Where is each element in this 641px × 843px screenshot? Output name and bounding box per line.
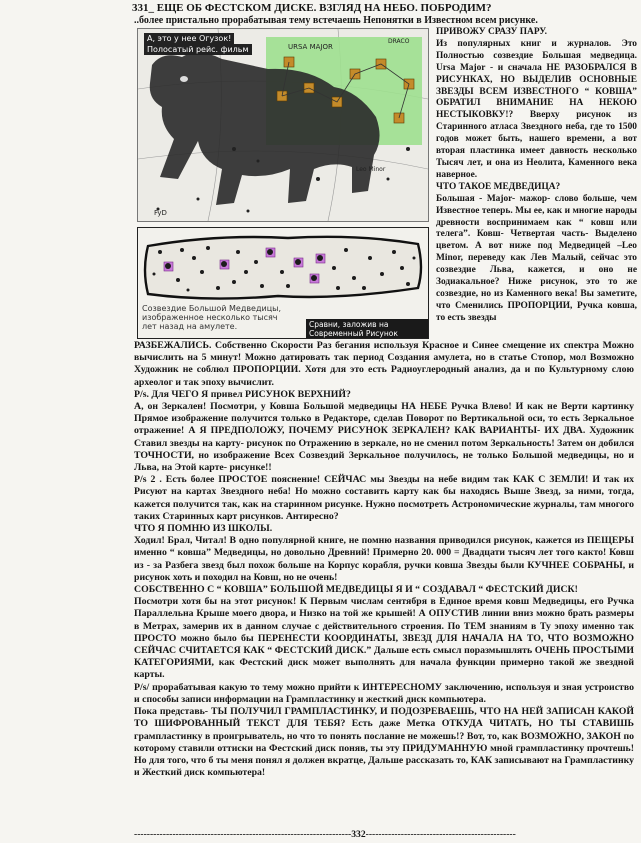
paragraph: Большая - Major- мажор- слово больше, чем Известное теперь. Мы ее, как и многие народы древности воспринимаем как “ ковш или телега”. Ковш- Четвертая часть- Выделено цветом. А вот ниже под Медведицей –Leo Minor, переведу как Лев Малый, сейчас это созвездие Льва, кажется, и оно не Зодиакальное? Ниже рисунок, это то же созвездие, но из Каменного века! Вы заметите, что Сменились ПРОПОРЦИИ, Ручка ковша, то есть звезды bbox=[436, 193, 637, 323]
amulet-figure bbox=[137, 227, 429, 339]
paragraph: P/s/ прорабатывая какую то тему можно прийти к ИНТЕРЕСНОМУ заключению, используя и зная устроиство и способы записи информации на Грампластинку и жесткий диск компьютера. bbox=[134, 681, 634, 705]
amulet-caption: Созвездие Большой Медведицы, изображенное несколько тысяч лет назад на амулете. bbox=[142, 304, 282, 331]
body-text bbox=[134, 340, 634, 779]
page-subtitle: ..более пристально прорабатывая тему встечаешь Непонятки в Известном всем рисунке. bbox=[134, 15, 538, 26]
paragraph: Из популярных книг и журналов. Это Полностью созвездие Большая медведица. Ursa Major - и сначала НЕ РАЗОБРАЛСЯ В РИСУНКАХ, НО ВЫДЕЛИВ ОСНОВНЫЕ ЗВЕЗДЫ ВСЕМ ИЗВЕСТНОГО “ КОВША” ОБРАТИЛ ВНИМАНИЕ НА НЕКОЮ НЕСТЫКОВКУ!? Вверху рисунок из Старинного атласа Звездного неба, где то 1500 годов может быть, нашего времени, а вот вторая пластинка имеет давность несколько Тысяч лет, и она из Неолита, Каменного века наверное. bbox=[436, 38, 637, 180]
label-oguzok: А, это у нее Огузок! bbox=[144, 33, 234, 44]
map-text-fyd: FyD bbox=[154, 209, 167, 217]
amulet-outline bbox=[145, 237, 421, 299]
compare-caption: Сравни, заложив на Современный Рисунок bbox=[306, 319, 428, 339]
paragraph: ЧТО ТАКОЕ МЕДВЕДИЦА? bbox=[436, 181, 561, 192]
right-column-text bbox=[436, 27, 637, 325]
star-atlas-figure bbox=[137, 28, 429, 222]
paragraph: А, он Зеркален! Посмотри, у Ковша Большой медведицы НА НЕБЕ Ручка Влево! И как не Верти картинку Прямое изображение получится только в Редакторе, сделав Поворот по Вертикальной оси, то есть Зеркальное отражение! А Я ПРЕДПОЛОЖУ, ПОЧЕМУ РИСУНОК ЗЕРКАЛЕН? КАК ВАРИАНТЫ- ИХ ДВА. Художник Ставил звезды на карту- рисунок по Отражению в зеркале, но не сменил потом Зеркальность! Затем он добился ТОЧНОСТИ, но изображение Всех Созвездий Зеркальное получилось, не только Большой медведицы, но и Льва, на Этой карте- рисунке!! bbox=[134, 401, 634, 474]
paragraph: ПРИВОЖУ СРАЗУ ПАРУ. bbox=[436, 27, 548, 37]
map-text-ursa: URSA MAJOR bbox=[288, 43, 333, 51]
paragraph: Ходил! Брал, Читал! В одно популярной книге, не помню названия приводился рисунок, кажется из ПЕЩЕРЫ именно “ ковша” Медведицы, но довольно Древний! Примерно 20. 000 = Двадцати тысяч лет того както! Ковш из - за Разбега звезд был похож больше на Корпус корабля, ручки ковша Звезды были КУЧНЕЕ СОБРАНЫ, и рисунок хоть и походил на Ковш, но не очень! bbox=[134, 535, 634, 583]
paragraph: Посмотри хотя бы на этот рисунок! К Первым числам сентября в Единое время ковш Медведицы, его Ручка Параллельна Крыше моего двора, и Низко на той же крышей! А ОПУСТИВ линии вниз можно брать размеры в Метрах, замерив их в данном случае с действительного строения. По ТЕМ знаниям в Ту эпоху именно так ПРОСТО можно было бы ПЕРЕНЕСТИ КООРДИНАТЫ, ЗВЕЗД ДЛЯ НАЧАЛА НА ТО, ЧТО ВОЗМОЖНО СЕЙЧАС СЧИТАЕТСЯ КАК “ ФЕСТСКИЙ ДИСК.” Дальше есть смысл поразмышлять ОЧЕНЬ ПРОСТЫМИ КАТЕГОРИЯМИ, как Фестский диск может выполнять для начала функции примерно такой же звездной карты. bbox=[134, 596, 634, 681]
ursa-major-chart bbox=[138, 29, 428, 221]
map-text-leo: Leo Minor bbox=[356, 166, 386, 173]
page-number: --------------------------------------------------------------------332----------------------------------------------- bbox=[134, 829, 516, 840]
map-text-draco: DRACO bbox=[388, 38, 410, 45]
paragraph: СОБСТВЕННО С “ КОВША” БОЛЬШОЙ МЕДВЕДИЦЫ Я И “ СОЗДАВАЛ “ ФЕСТСКИЙ ДИСК! bbox=[134, 584, 578, 596]
paragraph: P/s. Для ЧЕГО Я привел РИСУНОК ВЕРХНИЙ? bbox=[134, 388, 351, 400]
paragraph: Пока представь- ТЫ ПОЛУЧИЛ ГРАМПЛАСТИНКУ, И ПОДОЗРЕВАЕШЬ, ЧТО НА НЕЙ ЗАПИСАН КАКОЙ ТО ШИФРОВАННЫЙ ТЕКСТ ДЛЯ ТЕБЯ? Есть даже Метка ОТКУДА ЧИТАТЬ, НО ТЫ СТАВИШЬ грампластинку в проигрыватель, но что то понять послание не можешь!? Вот, то, как ВОЗМОЖНО, ЗАКОН по которому ставили оттиски на Фестский диск поняв, ты эту ПРИДУМАННУЮ мной грампластинку прочтешь! Но для того, что б ты меня понял я должен вкратце, Дальше рассказать то, КАК записывают на Грампластинку и Жесткий диск компьютера! bbox=[134, 706, 634, 779]
paragraph: ЧТО Я ПОМНЮ ИЗ ШКОЛЫ. bbox=[134, 523, 273, 535]
page-title: 331_ ЕЩЕ ОБ ФЕСТСКОМ ДИСКЕ. ВЗГЛЯД НА НЕБО. ПОБРОДИМ? bbox=[132, 2, 492, 14]
paragraph: P/s 2 . Есть более ПРОСТОЕ пояснение! СЕЙЧАС мы Звезды на небе видим так КАК С ЗЕМЛИ! И так их Рисуют на картах Звездного неба! Но можно составить карту как бы находясь Выше Звезд, за ними, тогда, кажется получится так, как на старинном рисунке. Нужно посмотреть Астрономические журналы, там многого таких Старинных карт рисунков. Антиресно? bbox=[134, 474, 634, 522]
label-polosaty: Полосатый рейс. фильм bbox=[144, 44, 252, 55]
paragraph: РАЗБЕЖАЛИСЬ. Собственно Скорости Раз бегания используя Красное и Синее смещение их спектра Можно вычислить на 5 минут! Можно датировать так период Создания амулета, но в статье Стопор, мол Возможно Художник не соблюл ПРОПОРЦИИ. Хотя для это есть Радиоуглеродный анализ, да и по Культурному слою археолог и так эпоху вычислит. bbox=[134, 340, 634, 388]
